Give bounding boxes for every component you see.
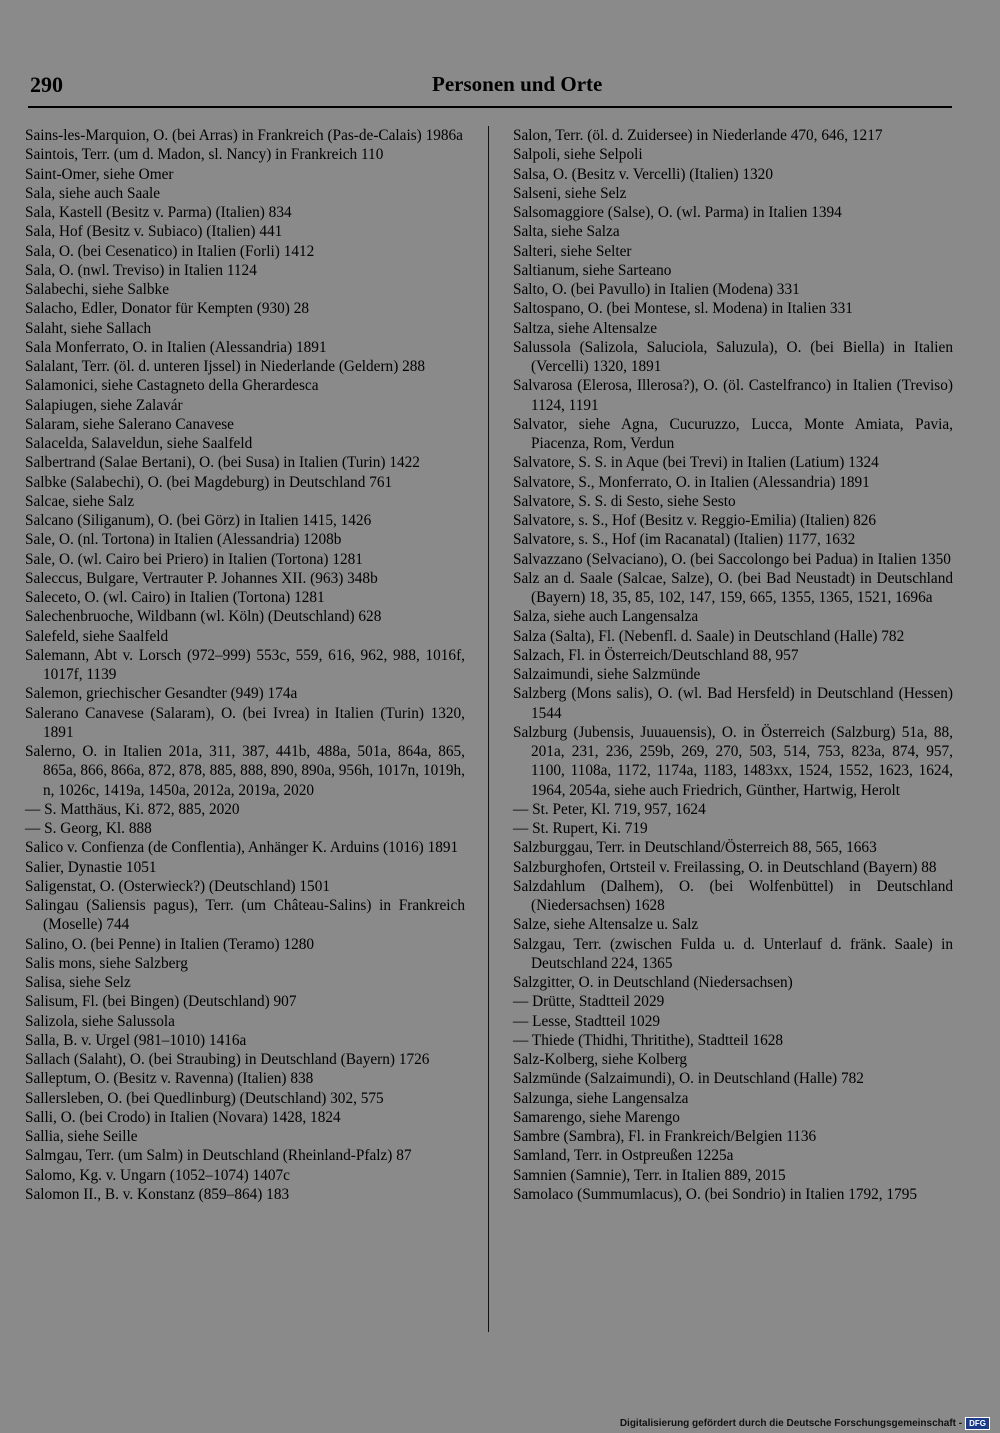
- index-entry: Samarengo, siehe Marengo: [513, 1108, 680, 1126]
- index-entry: Salzburg (Jubensis, Juuauensis), O. in Österreich (Salzburg) 51a, 88, 201a, 231, 236, 259b, 269, 270, 503, 514, 753, 823a, 874, 957, 1100, 1108a, 1172, 1174a, 1183, 1483xx, 1524, 1552, 1623, 1624, 1964, 2054a, siehe auch Friedrich, Günther, Hartwig, Herolt: [513, 723, 953, 799]
- index-entry: Salechenbruoche, Wildbann (wl. Köln) (Deutschland) 628: [25, 608, 382, 626]
- index-entry: Sale, O. (wl. Cairo bei Priero) in Italien (Tortona) 1281: [25, 550, 363, 568]
- index-entry: Salvatore, S. S. di Sesto, siehe Sesto: [513, 492, 736, 510]
- index-entry: Sains-les-Marquion, O. (bei Arras) in Frankreich (Pas-de-Calais) 1986a: [25, 127, 463, 144]
- index-entry: Salz an d. Saale (Salcae, Salze), O. (bei Bad Neustadt) in Deutschland (Bayern) 18, 35, 85, 102, 147, 159, 665, 1355, 1365, 1521, 1696a: [513, 569, 953, 606]
- index-entry: Sambre (Sambra), Fl. in Frankreich/Belgien 1136: [513, 1128, 817, 1145]
- index-entry: Salaram, siehe Salerano Canavese: [25, 415, 234, 433]
- index-entry: Salvatore, s. S., Hof (im Racanatal) (Italien) 1177, 1632: [513, 531, 856, 549]
- index-entry: Salseni, siehe Selz: [513, 184, 627, 202]
- index-entry: Salisa, siehe Selz: [25, 974, 131, 991]
- index-entry: Salussola (Salizola, Saluciola, Saluzula), O. (bei Biella) in Italien (Vercelli) 1320, 1891: [513, 338, 953, 375]
- index-entry: Salapiugen, siehe Zalavár: [25, 396, 183, 414]
- index-entry: Sale, O. (nl. Tortona) in Italien (Alessandria) 1208b: [25, 531, 342, 549]
- index-entry: Salbertrand (Salae Bertani), O. (bei Susa) in Italien (Turin) 1422: [25, 454, 420, 472]
- index-entry: Salla, B. v. Urgel (981–1010) 1416a: [25, 1031, 247, 1049]
- index-entry: Salzberg (Mons salis), O. (wl. Bad Hersfeld) in Deutschland (Hessen) 1544: [513, 685, 953, 722]
- index-entry: Salpoli, siehe Selpoli: [513, 146, 643, 164]
- page-header: [28, 66, 952, 108]
- index-entry: — St. Rupert, Ki. 719: [513, 820, 648, 837]
- index-entry: Salomo, Kg. v. Ungarn (1052–1074) 1407c: [25, 1166, 290, 1184]
- index-entry: Salzmünde (Salzaimundi), O. in Deutschland (Halle) 782: [513, 1070, 864, 1088]
- index-entry: Saleccus, Bulgare, Vertrauter P. Johannes XII. (963) 348b: [25, 569, 378, 587]
- index-entry: Salleptum, O. (Besitz v. Ravenna) (Italien) 838: [25, 1070, 314, 1088]
- index-entry: Salmgau, Terr. (um Salm) in Deutschland (Rheinland-Pfalz) 87: [25, 1147, 412, 1165]
- index-entry: Sala Monferrato, O. in Italien (Alessandria) 1891: [25, 338, 327, 356]
- index-entry: Salzgitter, O. in Deutschland (Niedersachsen): [513, 974, 793, 991]
- index-entry: Saligenstat, O. (Osterwieck?) (Deutschland) 1501: [25, 877, 330, 895]
- index-entry: Salvatore, s. S., Hof (Besitz v. Reggio-Emilia) (Italien) 826: [513, 512, 877, 529]
- index-entry: Salcano (Siliganum), O. (bei Görz) in Italien 1415, 1426: [25, 512, 372, 529]
- index-entry: — S. Georg, Kl. 888: [25, 820, 152, 837]
- index-entry: Salabechi, siehe Salbke: [25, 281, 169, 298]
- index-entry: Salico v. Confienza (de Conflentia), Anhänger K. Arduins (1016) 1891: [25, 839, 459, 857]
- index-entry: — Thiede (Thidhi, Thritithe), Stadtteil 1628: [513, 1031, 784, 1049]
- index-entry: — Drütte, Stadtteil 2029: [513, 993, 665, 1011]
- index-entry: Salcae, siehe Salz: [25, 492, 135, 510]
- index-entry: Salvatore, S. S. in Aque (bei Trevi) in Italien (Latium) 1324: [513, 454, 879, 472]
- index-entry: Salteri, siehe Selter: [513, 242, 632, 260]
- index-entry: Salisum, Fl. (bei Bingen) (Deutschland) 907: [25, 993, 297, 1011]
- column-divider: [488, 126, 489, 1332]
- index-entry: Salizola, siehe Salussola: [25, 1012, 175, 1030]
- index-entry: Salamonici, siehe Castagneto della Gherardesca: [25, 377, 319, 395]
- index-entry: Salz-Kolberg, siehe Kolberg: [513, 1051, 688, 1068]
- index-entry: — Lesse, Stadtteil 1029: [513, 1012, 661, 1030]
- index-entry: Salvarosa (Elerosa, Illerosa?), O. (öl. Castelfranco) in Italien (Treviso) 1124, 1191: [513, 377, 953, 414]
- index-entry: Salemon, griechischer Gesandter (949) 174a: [25, 685, 298, 703]
- index-entry: Saltospano, O. (bei Montese, sl. Modena) in Italien 331: [513, 300, 853, 318]
- index-entry: Salalant, Terr. (öl. d. unteren Ijssel) in Niederlande (Geldern) 288: [25, 358, 426, 375]
- page-number: 290: [30, 72, 63, 97]
- index-entry: Salza, siehe auch Langensalza: [513, 608, 699, 626]
- index-entry: Salomon II., B. v. Konstanz (859–864) 183: [25, 1185, 290, 1203]
- index-entry: Saltianum, siehe Sarteano: [513, 261, 672, 279]
- index-entry: Sallach (Salaht), O. (bei Straubing) in Deutschland (Bayern) 1726: [25, 1051, 430, 1068]
- right-column: [513, 126, 953, 1204]
- index-entry: Salzgau, Terr. (zwischen Fulda u. d. Unterlauf d. fränk. Saale) in Deutschland 224, 1365: [513, 935, 953, 972]
- index-entry: Salacho, Edler, Donator für Kempten (930) 28: [25, 300, 309, 318]
- index-entry: Salis mons, siehe Salzberg: [25, 954, 188, 972]
- index-entry: Salzburghofen, Ortsteil v. Freilassing, O. in Deutschland (Bayern) 88: [513, 858, 937, 876]
- index-entry: Salacelda, Salaveldun, siehe Saalfeld: [25, 435, 253, 452]
- index-entry: Salzburggau, Terr. in Deutschland/Österreich 88, 565, 1663: [513, 839, 877, 857]
- index-entry: Salsomaggiore (Salse), O. (wl. Parma) in Italien 1394: [513, 204, 842, 221]
- index-entry: Salzdahlum (Dalhem), O. (bei Wolfenbüttel) in Deutschland (Niedersachsen) 1628: [513, 877, 953, 914]
- index-entry: Saint-Omer, siehe Omer: [25, 165, 174, 183]
- index-entry: Salvator, siehe Agna, Cucuruzzo, Lucca, Monte Amiata, Pavia, Piacenza, Rom, Verdun: [513, 415, 953, 452]
- index-entry: Salefeld, siehe Saalfeld: [25, 627, 169, 645]
- footer-text: Digitalisierung gefördert durch die Deutsche Forschungsgemeinschaft -: [619, 1418, 963, 1429]
- footer: [620, 1417, 990, 1430]
- index-entry: Sallersleben, O. (bei Quedlinburg) (Deutschland) 302, 575: [25, 1089, 384, 1107]
- index-entry: Salzaimundi, siehe Salzmünde: [513, 666, 701, 683]
- index-entry: — St. Peter, Kl. 719, 957, 1624: [513, 800, 706, 818]
- index-entry: Samnien (Samnie), Terr. in Italien 889, 2015: [513, 1166, 786, 1184]
- index-entry: Salsa, O. (Besitz v. Vercelli) (Italien) 1320: [513, 165, 773, 183]
- index-entry: Sallia, siehe Seille: [25, 1128, 138, 1145]
- index-entry: Salza (Salta), Fl. (Nebenfl. d. Saale) in Deutschland (Halle) 782: [513, 627, 905, 645]
- index-entry: Sala, O. (bei Cesenatico) in Italien (Forli) 1412: [25, 242, 315, 260]
- index-entry: Salon, Terr. (öl. d. Zuidersee) in Niederlande 470, 646, 1217: [513, 127, 883, 144]
- index-entry: Samolaco (Summumlacus), O. (bei Sondrio) in Italien 1792, 1795: [513, 1185, 918, 1203]
- index-entry: Salerano Canavese (Salaram), O. (bei Ivrea) in Italien (Turin) 1320, 1891: [25, 704, 465, 741]
- index-entry: Salier, Dynastie 1051: [25, 858, 157, 876]
- index-entry: Sala, Kastell (Besitz v. Parma) (Italien) 834: [25, 204, 292, 221]
- index-entry: Salzach, Fl. in Österreich/Deutschland 88, 957: [513, 646, 799, 664]
- index-entry: Salingau (Saliensis pagus), Terr. (um Château-Salins) in Frankreich (Moselle) 744: [25, 897, 465, 934]
- index-entry: Salvatore, S., Monferrato, O. in Italien (Alessandria) 1891: [513, 473, 870, 491]
- index-entry: Salino, O. (bei Penne) in Italien (Teramo) 1280: [25, 935, 315, 953]
- index-entry: Salbke (Salabechi), O. (bei Magdeburg) in Deutschland 761: [25, 473, 393, 491]
- index-entry: Salerno, O. in Italien 201a, 311, 387, 441b, 488a, 501a, 864a, 865, 865a, 866, 866a, 872, 878, 885, 888, 890, 890a, 956h, 1017n, 1019h, n, 1026c, 1419a, 1450a, 2012a, 2019a, 2020: [25, 743, 465, 799]
- index-entry: Samland, Terr. in Ostpreußen 1225a: [513, 1147, 734, 1165]
- index-entry: Salemann, Abt v. Lorsch (972–999) 553c, 559, 616, 962, 988, 1016f, 1017f, 1139: [25, 646, 465, 683]
- index-entry: Sala, siehe auch Saale: [25, 184, 161, 202]
- index-entry: Sala, Hof (Besitz v. Subiaco) (Italien) 441: [25, 223, 283, 241]
- index-entry: — S. Matthäus, Ki. 872, 885, 2020: [25, 800, 240, 818]
- index-entry: Salze, siehe Altensalze u. Salz: [513, 916, 699, 934]
- index-entry: Saintois, Terr. (um d. Madon, sl. Nancy) in Frankreich 110: [25, 146, 384, 164]
- index-entry: Salaht, siehe Sallach: [25, 319, 152, 337]
- index-entry: Saltza, siehe Altensalze: [513, 319, 657, 337]
- index-entry: Salto, O. (bei Pavullo) in Italien (Modena) 331: [513, 281, 800, 298]
- index-entry: Saleceto, O. (wl. Cairo) in Italien (Tortona) 1281: [25, 589, 325, 606]
- dfg-logo: DFG: [965, 1417, 990, 1430]
- index-entry: Salvazzano (Selvaciano), O. (bei Saccolongo bei Padua) in Italien 1350: [513, 550, 951, 568]
- index-entry: Sala, O. (nwl. Treviso) in Italien 1124: [25, 261, 257, 279]
- index-entry: Salta, siehe Salza: [513, 223, 620, 241]
- left-column: [25, 126, 465, 1204]
- index-entry: Salzunga, siehe Langensalza: [513, 1089, 689, 1107]
- running-title: Personen und Orte: [432, 72, 603, 96]
- index-entry: Salli, O. (bei Crodo) in Italien (Novara) 1428, 1824: [25, 1108, 341, 1126]
